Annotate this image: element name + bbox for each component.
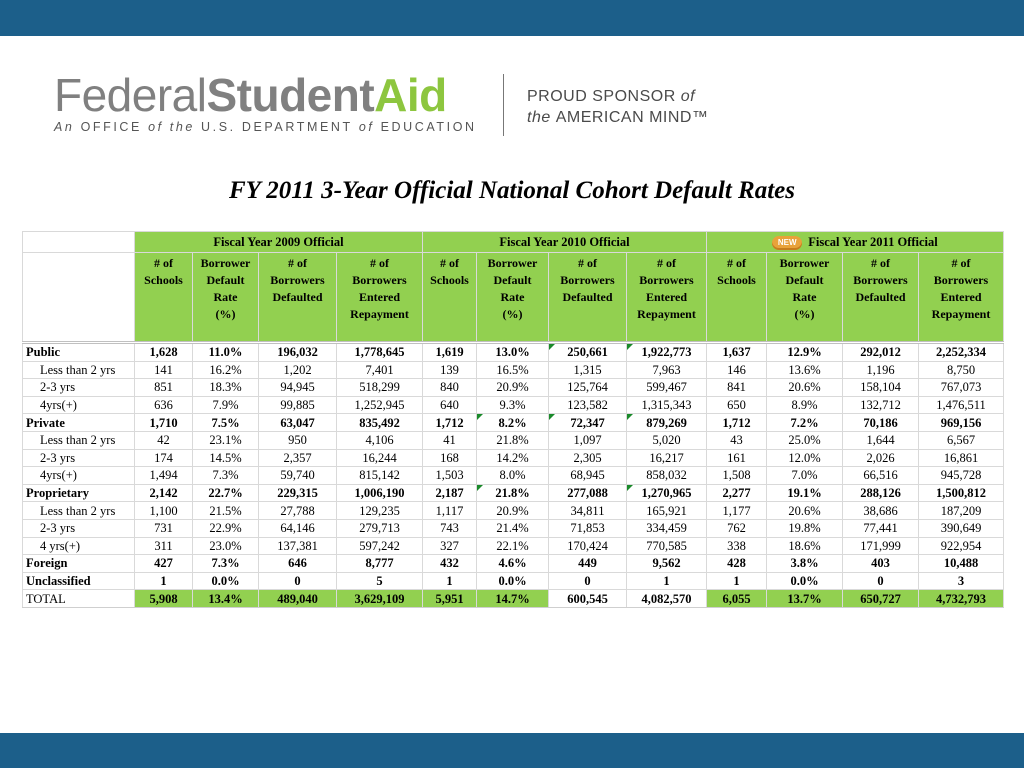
data-cell: 161	[707, 449, 767, 467]
data-cell: 835,492	[337, 414, 423, 432]
column-header: # of Borrowers Defaulted	[843, 253, 919, 343]
data-cell: 4.6%	[477, 555, 549, 573]
data-cell: 72,347	[549, 414, 627, 432]
data-cell: 390,649	[919, 519, 1004, 537]
data-cell: 1,500,812	[919, 484, 1004, 502]
data-cell: 731	[135, 519, 193, 537]
data-cell: 41	[423, 431, 477, 449]
data-cell: 16,244	[337, 449, 423, 467]
data-cell: 3,629,109	[337, 590, 423, 608]
data-cell: 2,277	[707, 484, 767, 502]
data-cell: 311	[135, 537, 193, 555]
table-row	[23, 572, 1004, 590]
table-row	[23, 431, 1004, 449]
data-cell: 229,315	[259, 484, 337, 502]
data-cell: 21.5%	[193, 502, 259, 520]
data-cell: 20.9%	[477, 379, 549, 397]
table-row	[23, 361, 1004, 379]
table-row	[23, 519, 1004, 537]
data-cell: 168	[423, 449, 477, 467]
data-cell: 38,686	[843, 502, 919, 520]
fy2011-header: NEW Fiscal Year 2011 Official	[707, 232, 1004, 253]
data-cell: 3	[919, 572, 1004, 590]
data-cell: 2,187	[423, 484, 477, 502]
data-cell: 1,100	[135, 502, 193, 520]
data-cell: 518,299	[337, 379, 423, 397]
data-cell: 21.4%	[477, 519, 549, 537]
data-cell: 129,235	[337, 502, 423, 520]
data-cell: 23.1%	[193, 431, 259, 449]
data-cell: 22.7%	[193, 484, 259, 502]
data-cell: 59,740	[259, 467, 337, 485]
data-cell: 1,270,965	[627, 484, 707, 502]
data-cell: 1,097	[549, 431, 627, 449]
data-cell: 1,196	[843, 361, 919, 379]
data-cell: 5	[337, 572, 423, 590]
column-header: # of Borrowers Defaulted	[549, 253, 627, 343]
cohort-default-rates-table	[22, 231, 1004, 608]
data-cell: 5,908	[135, 590, 193, 608]
data-cell: 950	[259, 431, 337, 449]
data-cell: 1	[135, 572, 193, 590]
data-cell: 277,088	[549, 484, 627, 502]
data-cell: 1,117	[423, 502, 477, 520]
data-cell: 640	[423, 396, 477, 414]
data-cell: 250,661	[549, 343, 627, 362]
data-cell: 334,459	[627, 519, 707, 537]
data-cell: 0	[259, 572, 337, 590]
table-row	[23, 449, 1004, 467]
data-cell: 767,073	[919, 379, 1004, 397]
data-cell: 7,401	[337, 361, 423, 379]
data-cell: 841	[707, 379, 767, 397]
data-cell: 20.6%	[767, 379, 843, 397]
data-cell: 5,020	[627, 431, 707, 449]
fy2009-header: Fiscal Year 2009 Official	[135, 232, 423, 253]
data-cell: 489,040	[259, 590, 337, 608]
data-cell: 99,885	[259, 396, 337, 414]
comment-marker-icon	[477, 414, 483, 420]
column-header-row	[23, 253, 1004, 343]
table-row	[23, 379, 1004, 397]
data-cell: 12.9%	[767, 343, 843, 362]
row-label: 4yrs(+)	[23, 467, 135, 485]
data-cell: 7.0%	[767, 467, 843, 485]
data-cell: 18.6%	[767, 537, 843, 555]
data-cell: 1,778,645	[337, 343, 423, 362]
data-cell: 1,177	[707, 502, 767, 520]
row-label: Less than 2 yrs	[23, 502, 135, 520]
data-cell: 94,945	[259, 379, 337, 397]
data-cell: 3.8%	[767, 555, 843, 573]
data-cell: 0	[843, 572, 919, 590]
data-cell: 945,728	[919, 467, 1004, 485]
row-label: Less than 2 yrs	[23, 361, 135, 379]
data-cell: 2,357	[259, 449, 337, 467]
data-cell: 11.0%	[193, 343, 259, 362]
data-cell: 21.8%	[477, 484, 549, 502]
row-label: Proprietary	[23, 484, 135, 502]
fy2010-header: Fiscal Year 2010 Official	[423, 232, 707, 253]
data-cell: 1,494	[135, 467, 193, 485]
logo-wordmark: FederalStudentAid	[54, 69, 447, 121]
data-cell: 1,503	[423, 467, 477, 485]
data-cell: 1,202	[259, 361, 337, 379]
data-cell: 2,142	[135, 484, 193, 502]
data-cell: 16,217	[627, 449, 707, 467]
data-cell: 25.0%	[767, 431, 843, 449]
data-cell: 6,055	[707, 590, 767, 608]
data-cell: 13.4%	[193, 590, 259, 608]
data-cell: 646	[259, 555, 337, 573]
data-cell: 1	[423, 572, 477, 590]
logo-tagline: An OFFICE of the U.S. DEPARTMENT of EDUCATION	[54, 120, 477, 134]
sponsor-text: PROUD SPONSOR of the AMERICAN MIND™	[527, 88, 709, 126]
data-cell: 0.0%	[767, 572, 843, 590]
data-cell: 8.2%	[477, 414, 549, 432]
data-cell: 165,921	[627, 502, 707, 520]
data-cell: 10,488	[919, 555, 1004, 573]
data-cell: 1,922,773	[627, 343, 707, 362]
column-header: # of Borrowers Defaulted	[259, 253, 337, 343]
row-label: Private	[23, 414, 135, 432]
data-cell: 7.3%	[193, 555, 259, 573]
data-cell: 279,713	[337, 519, 423, 537]
data-cell: 19.1%	[767, 484, 843, 502]
row-label: 4yrs(+)	[23, 396, 135, 414]
row-label: Unclassified	[23, 572, 135, 590]
data-cell: 125,764	[549, 379, 627, 397]
data-cell: 14.2%	[477, 449, 549, 467]
data-cell: 428	[707, 555, 767, 573]
table-row	[23, 502, 1004, 520]
comment-marker-icon	[549, 414, 555, 420]
data-cell: 9,562	[627, 555, 707, 573]
data-cell: 123,582	[549, 396, 627, 414]
column-header: Borrower Default Rate (%)	[193, 253, 259, 343]
column-header: Borrower Default Rate (%)	[477, 253, 549, 343]
data-cell: 141	[135, 361, 193, 379]
page-title: FY 2011 3-Year Official National Cohort Default Rates	[229, 177, 795, 204]
data-cell: 18.3%	[193, 379, 259, 397]
data-cell: 13.0%	[477, 343, 549, 362]
data-cell: 762	[707, 519, 767, 537]
data-cell: 132,712	[843, 396, 919, 414]
comment-marker-icon	[549, 344, 555, 350]
data-cell: 27,788	[259, 502, 337, 520]
comment-marker-icon	[627, 485, 633, 491]
row-label: 2-3 yrs	[23, 519, 135, 537]
table-row	[23, 484, 1004, 502]
data-cell: 63,047	[259, 414, 337, 432]
data-cell: 14.5%	[193, 449, 259, 467]
data-cell: 597,242	[337, 537, 423, 555]
data-cell: 64,146	[259, 519, 337, 537]
data-cell: 1,252,945	[337, 396, 423, 414]
column-header: # of Schools	[135, 253, 193, 343]
data-cell: 1	[627, 572, 707, 590]
table-row	[23, 414, 1004, 432]
data-cell: 1,637	[707, 343, 767, 362]
logo-divider	[503, 74, 504, 136]
data-cell: 158,104	[843, 379, 919, 397]
data-cell: 6,567	[919, 431, 1004, 449]
table-row	[23, 396, 1004, 414]
data-cell: 770,585	[627, 537, 707, 555]
data-cell: 43	[707, 431, 767, 449]
row-label: Less than 2 yrs	[23, 431, 135, 449]
data-cell: 16,861	[919, 449, 1004, 467]
data-cell: 2,026	[843, 449, 919, 467]
new-badge-icon: NEW	[772, 236, 802, 250]
data-cell: 815,142	[337, 467, 423, 485]
row-label: 2-3 yrs	[23, 449, 135, 467]
data-cell: 2,305	[549, 449, 627, 467]
data-cell: 13.6%	[767, 361, 843, 379]
comment-marker-icon	[627, 414, 633, 420]
data-cell: 68,945	[549, 467, 627, 485]
column-header: # of Schools	[423, 253, 477, 343]
data-cell: 16.5%	[477, 361, 549, 379]
row-label: Foreign	[23, 555, 135, 573]
data-cell: 4,082,570	[627, 590, 707, 608]
column-header: # of Schools	[707, 253, 767, 343]
column-header: Borrower Default Rate (%)	[767, 253, 843, 343]
data-cell: 1,476,511	[919, 396, 1004, 414]
data-cell: 16.2%	[193, 361, 259, 379]
data-cell: 7.2%	[767, 414, 843, 432]
data-cell: 8.0%	[477, 467, 549, 485]
data-cell: 338	[707, 537, 767, 555]
fiscal-year-header-row	[23, 232, 1004, 253]
data-cell: 851	[135, 379, 193, 397]
data-cell: 879,269	[627, 414, 707, 432]
data-cell: 1,006,190	[337, 484, 423, 502]
data-cell: 14.7%	[477, 590, 549, 608]
data-cell: 1,628	[135, 343, 193, 362]
data-cell: 42	[135, 431, 193, 449]
data-cell: 77,441	[843, 519, 919, 537]
data-cell: 292,012	[843, 343, 919, 362]
data-cell: 1,710	[135, 414, 193, 432]
data-cell: 327	[423, 537, 477, 555]
comment-marker-icon	[627, 344, 633, 350]
data-cell: 636	[135, 396, 193, 414]
data-cell: 1,644	[843, 431, 919, 449]
data-cell: 1,712	[707, 414, 767, 432]
data-cell: 1,315	[549, 361, 627, 379]
data-cell: 20.9%	[477, 502, 549, 520]
data-cell: 12.0%	[767, 449, 843, 467]
data-cell: 1,315,343	[627, 396, 707, 414]
data-cell: 7,963	[627, 361, 707, 379]
data-cell: 146	[707, 361, 767, 379]
data-cell: 969,156	[919, 414, 1004, 432]
data-cell: 743	[423, 519, 477, 537]
data-cell: 1,508	[707, 467, 767, 485]
data-cell: 432	[423, 555, 477, 573]
data-cell: 427	[135, 555, 193, 573]
data-cell: 8.9%	[767, 396, 843, 414]
data-cell: 170,424	[549, 537, 627, 555]
data-cell: 858,032	[627, 467, 707, 485]
data-cell: 599,467	[627, 379, 707, 397]
data-cell: 19.8%	[767, 519, 843, 537]
row-label: TOTAL	[23, 590, 135, 608]
column-header: # of Borrowers Entered Repayment	[627, 253, 707, 343]
data-cell: 2,252,334	[919, 343, 1004, 362]
data-cell: 922,954	[919, 537, 1004, 555]
data-cell: 600,545	[549, 590, 627, 608]
data-cell: 23.0%	[193, 537, 259, 555]
data-cell: 1	[707, 572, 767, 590]
data-cell: 403	[843, 555, 919, 573]
top-banner	[0, 0, 1024, 36]
data-cell: 0	[549, 572, 627, 590]
data-cell: 34,811	[549, 502, 627, 520]
data-cell: 174	[135, 449, 193, 467]
data-cell: 22.1%	[477, 537, 549, 555]
data-cell: 4,106	[337, 431, 423, 449]
column-header: # of Borrowers Entered Repayment	[337, 253, 423, 343]
data-cell: 21.8%	[477, 431, 549, 449]
data-cell: 288,126	[843, 484, 919, 502]
data-cell: 137,381	[259, 537, 337, 555]
data-cell: 5,951	[423, 590, 477, 608]
bottom-banner	[0, 733, 1024, 768]
data-cell: 13.7%	[767, 590, 843, 608]
row-label: Public	[23, 343, 135, 362]
row-label: 2-3 yrs	[23, 379, 135, 397]
table-row	[23, 555, 1004, 573]
data-cell: 449	[549, 555, 627, 573]
data-cell: 7.5%	[193, 414, 259, 432]
data-cell: 4,732,793	[919, 590, 1004, 608]
data-cell: 139	[423, 361, 477, 379]
column-header: # of Borrowers Entered Repayment	[919, 253, 1004, 343]
data-cell: 70,186	[843, 414, 919, 432]
data-cell: 840	[423, 379, 477, 397]
data-cell: 650	[707, 396, 767, 414]
data-cell: 187,209	[919, 502, 1004, 520]
data-cell: 66,516	[843, 467, 919, 485]
data-cell: 171,999	[843, 537, 919, 555]
data-cell: 7.9%	[193, 396, 259, 414]
data-cell: 8,777	[337, 555, 423, 573]
data-cell: 1,712	[423, 414, 477, 432]
comment-marker-icon	[477, 485, 483, 491]
data-cell: 20.6%	[767, 502, 843, 520]
data-cell: 0.0%	[477, 572, 549, 590]
data-cell: 0.0%	[193, 572, 259, 590]
data-cell: 650,727	[843, 590, 919, 608]
table-row	[23, 467, 1004, 485]
data-cell: 1,619	[423, 343, 477, 362]
row-label: 4 yrs(+)	[23, 537, 135, 555]
data-cell: 22.9%	[193, 519, 259, 537]
table-row	[23, 590, 1004, 608]
data-cell: 71,853	[549, 519, 627, 537]
data-cell: 9.3%	[477, 396, 549, 414]
data-cell: 196,032	[259, 343, 337, 362]
table-row	[23, 537, 1004, 555]
table-row	[23, 343, 1004, 362]
data-cell: 8,750	[919, 361, 1004, 379]
data-cell: 7.3%	[193, 467, 259, 485]
